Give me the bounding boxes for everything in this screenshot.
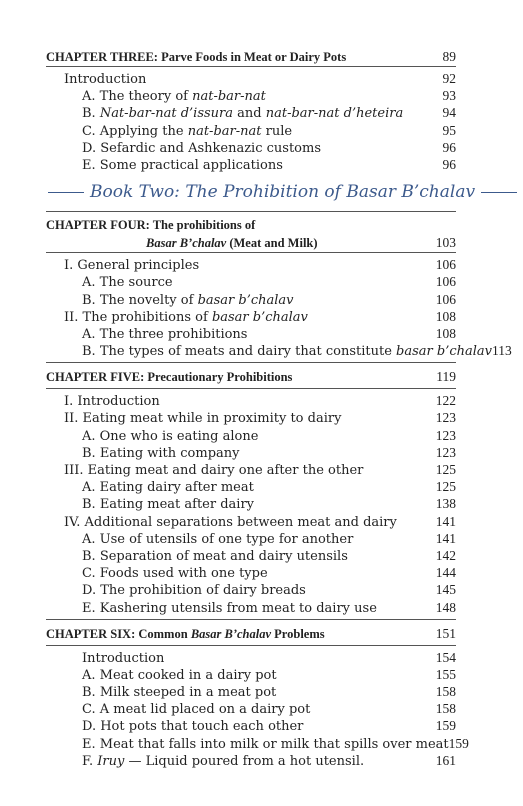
entry-title — [82, 753, 364, 770]
entry-title — [82, 140, 321, 157]
toc-entry[interactable] — [46, 70, 456, 87]
entry-title-part: nat-bar-nat — [187, 123, 262, 139]
page-number: 94 — [442, 105, 456, 121]
chapter-four-heading[interactable] — [46, 216, 456, 252]
toc-entry[interactable] — [46, 444, 456, 461]
chapter-title: CHAPTER THREE: Parve Foods in Meat or Dairy Pots — [46, 50, 347, 64]
page-number: 161 — [435, 752, 456, 768]
entry-title-part: E. Meat that falls into milk or milk that spills over meat — [82, 736, 449, 752]
page-number: 151 — [435, 625, 456, 641]
entry-title-part: A. The three prohibitions — [82, 326, 248, 342]
entry-title-part: D. Hot pots that touch each other — [82, 719, 304, 735]
entry-title — [82, 428, 258, 445]
entry-title-part: basar b’chalav — [396, 344, 492, 360]
page-number: 106 — [435, 291, 456, 307]
entry-title — [64, 410, 341, 427]
page-number: 108 — [435, 325, 456, 341]
page-number: 145 — [435, 582, 456, 598]
page-number: 141 — [435, 530, 456, 546]
page-number: 158 — [435, 701, 456, 717]
entry-title — [64, 309, 308, 326]
page-number: 154 — [435, 649, 456, 665]
entry-title — [82, 531, 353, 548]
entry-title-part: Introduction — [64, 72, 147, 87]
entry-title-part: E. Kashering utensils from meat to dairy use — [82, 600, 377, 616]
toc-entry[interactable] — [46, 752, 456, 769]
toc-entry[interactable] — [46, 735, 469, 752]
entry-title — [82, 274, 173, 291]
entry-title-part: — Liquid poured from a hot utensil. — [124, 753, 365, 769]
chapter-title-line-1: CHAPTER FOUR: The prohibitions of — [46, 218, 256, 233]
entry-title — [82, 123, 292, 140]
page-number: 93 — [442, 88, 456, 104]
toc-entry[interactable] — [46, 122, 456, 139]
entry-title-part: III. Eating meat and dairy one after the other — [64, 463, 364, 478]
divider — [46, 211, 456, 212]
entry-title-part: A. Eating dairy after meat — [82, 480, 254, 496]
chapter-six-heading[interactable] — [46, 625, 456, 643]
entry-title-part: Introduction — [82, 650, 165, 666]
toc-entry[interactable] — [46, 308, 456, 325]
page-number: 123 — [435, 410, 456, 426]
toc-entry[interactable] — [46, 256, 456, 273]
toc-entry[interactable] — [46, 273, 456, 290]
divider — [46, 362, 456, 363]
chapter-five-heading[interactable] — [46, 368, 456, 386]
entry-title — [82, 496, 254, 513]
entry-title-part: B. — [82, 106, 100, 122]
entry-title-part: basar b’chalav — [197, 292, 294, 308]
entry-title-part: C. A meat lid placed on a dairy pot — [82, 702, 311, 718]
entry-title — [64, 393, 160, 410]
toc-entry[interactable] — [46, 392, 456, 409]
entry-title — [64, 257, 199, 274]
toc-entry[interactable] — [46, 547, 456, 564]
toc-entry[interactable] — [46, 291, 456, 308]
entry-title-part: IV. Additional separations between meat and dairy — [64, 514, 397, 530]
entry-title-part: II. Eating meat while in proximity to dairy — [64, 411, 342, 427]
page-number: 138 — [435, 496, 456, 512]
toc-entry[interactable] — [46, 461, 456, 478]
page-number: 106 — [435, 257, 456, 273]
page-number: 122 — [435, 393, 456, 409]
toc-entry[interactable] — [46, 495, 456, 512]
chapter-four-entries — [46, 256, 512, 360]
entry-title — [82, 105, 403, 122]
entry-title-part: D. Sefardic and Ashkenazic customs — [82, 140, 321, 156]
chapter-title-end: Problems — [271, 626, 325, 641]
heading-dash — [481, 192, 517, 193]
entry-title — [82, 326, 247, 343]
toc-entry[interactable] — [46, 649, 456, 666]
toc-entry[interactable] — [46, 530, 456, 547]
chapter-title — [46, 625, 325, 643]
entry-title — [82, 565, 268, 582]
chapter-title-line-2 — [146, 234, 318, 252]
entry-title-part: A. Meat cooked in a dairy pot — [82, 667, 277, 683]
entry-title — [64, 462, 363, 479]
entry-title — [82, 445, 240, 462]
entry-title-part: B. Separation of meat and dairy utensils — [82, 548, 348, 564]
toc-entry[interactable] — [46, 581, 456, 598]
entry-title — [82, 548, 348, 565]
chapter-title-start: CHAPTER SIX: Common — [46, 626, 191, 641]
entry-title — [64, 71, 146, 88]
entry-title-part: Nat-bar-nat d’issura — [99, 106, 234, 122]
entry-title-part: B. The types of meats and dairy that constitute — [82, 344, 397, 360]
entry-title-part: and — [233, 106, 266, 122]
page-number: 141 — [435, 513, 456, 529]
entry-title-part: B. Eating meat after dairy — [82, 497, 255, 513]
toc-entry[interactable] — [46, 104, 456, 121]
page-number: 159 — [448, 735, 469, 751]
entry-title — [64, 514, 397, 531]
heading-dash — [48, 192, 84, 193]
toc-entry[interactable] — [46, 342, 512, 360]
chapter-three-entries — [46, 70, 456, 173]
divider — [46, 619, 456, 620]
entry-title-part: rule — [261, 123, 293, 139]
page-number: 96 — [442, 156, 456, 172]
book-title: Book Two: The Prohibition of Basar B’chalav — [90, 182, 476, 203]
toc-entry[interactable] — [46, 139, 456, 156]
entry-title-part: C. Foods used with one type — [82, 566, 268, 582]
entry-title-part: B. Milk steeped in a meat pot — [82, 685, 277, 701]
page-number: 113 — [491, 343, 512, 359]
chapter-title-rest: (Meat and Milk) — [226, 236, 318, 251]
page-number: 92 — [442, 71, 456, 86]
entry-title-part: basar b’chalav — [211, 309, 308, 325]
page-number: 148 — [435, 599, 456, 615]
entry-title-part: I. Introduction — [64, 394, 160, 410]
page-number: 125 — [435, 462, 456, 477]
entry-title-part: B. Eating with company — [82, 445, 240, 461]
entry-title-part: II. The prohibitions of — [64, 309, 212, 325]
entry-title — [82, 650, 164, 667]
chapter-title-italic: Basar B’chalav — [146, 236, 227, 251]
entry-title — [82, 479, 254, 496]
entry-title-part: A. Use of utensils of one type for another — [82, 531, 354, 547]
entry-title — [82, 292, 294, 309]
toc-entry[interactable] — [46, 156, 456, 173]
entry-title — [82, 736, 449, 753]
page-number: 144 — [435, 565, 456, 581]
entry-title-part: E. Some practical applications — [82, 157, 283, 173]
entry-title-part: D. The prohibition of dairy breads — [82, 583, 306, 599]
chapter-title: CHAPTER FIVE: Precautionary Prohibitions — [46, 370, 293, 385]
entry-title — [82, 684, 276, 701]
toc-entry[interactable] — [46, 700, 456, 717]
page-number: 159 — [435, 718, 456, 734]
entry-title — [82, 600, 377, 617]
entry-title-part: A. One who is eating alone — [82, 428, 259, 444]
page-number: 125 — [435, 479, 456, 495]
toc-entry[interactable] — [46, 478, 456, 495]
entry-title-part: nat-bar-nat d’heteira — [265, 106, 404, 122]
chapter-three-heading[interactable] — [46, 48, 456, 66]
table-of-contents — [46, 48, 512, 769]
page-number: 142 — [435, 547, 456, 563]
toc-entry[interactable] — [46, 717, 456, 734]
entry-title-part: Iruy — [97, 753, 125, 769]
entry-title — [82, 157, 283, 174]
entry-title — [82, 718, 303, 735]
entry-title — [82, 582, 306, 599]
entry-title-part: C. Applying the — [82, 123, 188, 139]
chapter-six-entries — [46, 649, 469, 769]
entry-title-part: nat-bar-nat — [192, 89, 266, 105]
entry-title-part: F. — [82, 753, 98, 769]
toc-entry[interactable] — [46, 683, 456, 700]
page-number: 108 — [435, 308, 456, 324]
entry-title — [82, 667, 277, 684]
toc-entry[interactable] — [46, 564, 456, 581]
page-number: 95 — [442, 122, 456, 138]
chapter-five-entries — [46, 392, 456, 615]
entry-title — [82, 343, 492, 360]
page-number: 158 — [435, 684, 456, 700]
entry-title-part: B. The novelty of — [82, 292, 198, 308]
page-number: 119 — [436, 369, 456, 385]
toc-entry[interactable] — [46, 666, 456, 683]
entry-title — [82, 701, 310, 718]
toc-entry[interactable] — [46, 599, 456, 616]
entry-title-part: A. The theory of — [82, 89, 193, 105]
toc-entry[interactable] — [46, 427, 456, 444]
page-number: 155 — [435, 666, 456, 682]
entry-title-part: A. The source — [82, 275, 173, 291]
entry-title-part: I. General principles — [64, 258, 200, 274]
page-number: 123 — [435, 444, 456, 460]
book-two-heading — [42, 173, 476, 211]
toc-entry[interactable] — [46, 513, 456, 530]
chapter-title-italic: Basar B’chalav — [190, 626, 272, 641]
toc-entry[interactable] — [46, 325, 456, 342]
toc-entry[interactable] — [46, 409, 456, 426]
page-number: 106 — [435, 274, 456, 290]
page-number: 96 — [442, 139, 456, 155]
toc-entry[interactable] — [46, 87, 456, 104]
entry-title — [82, 88, 266, 105]
page-number: 123 — [435, 427, 456, 443]
page-number: 103 — [435, 235, 456, 251]
page-number: 89 — [442, 49, 456, 64]
